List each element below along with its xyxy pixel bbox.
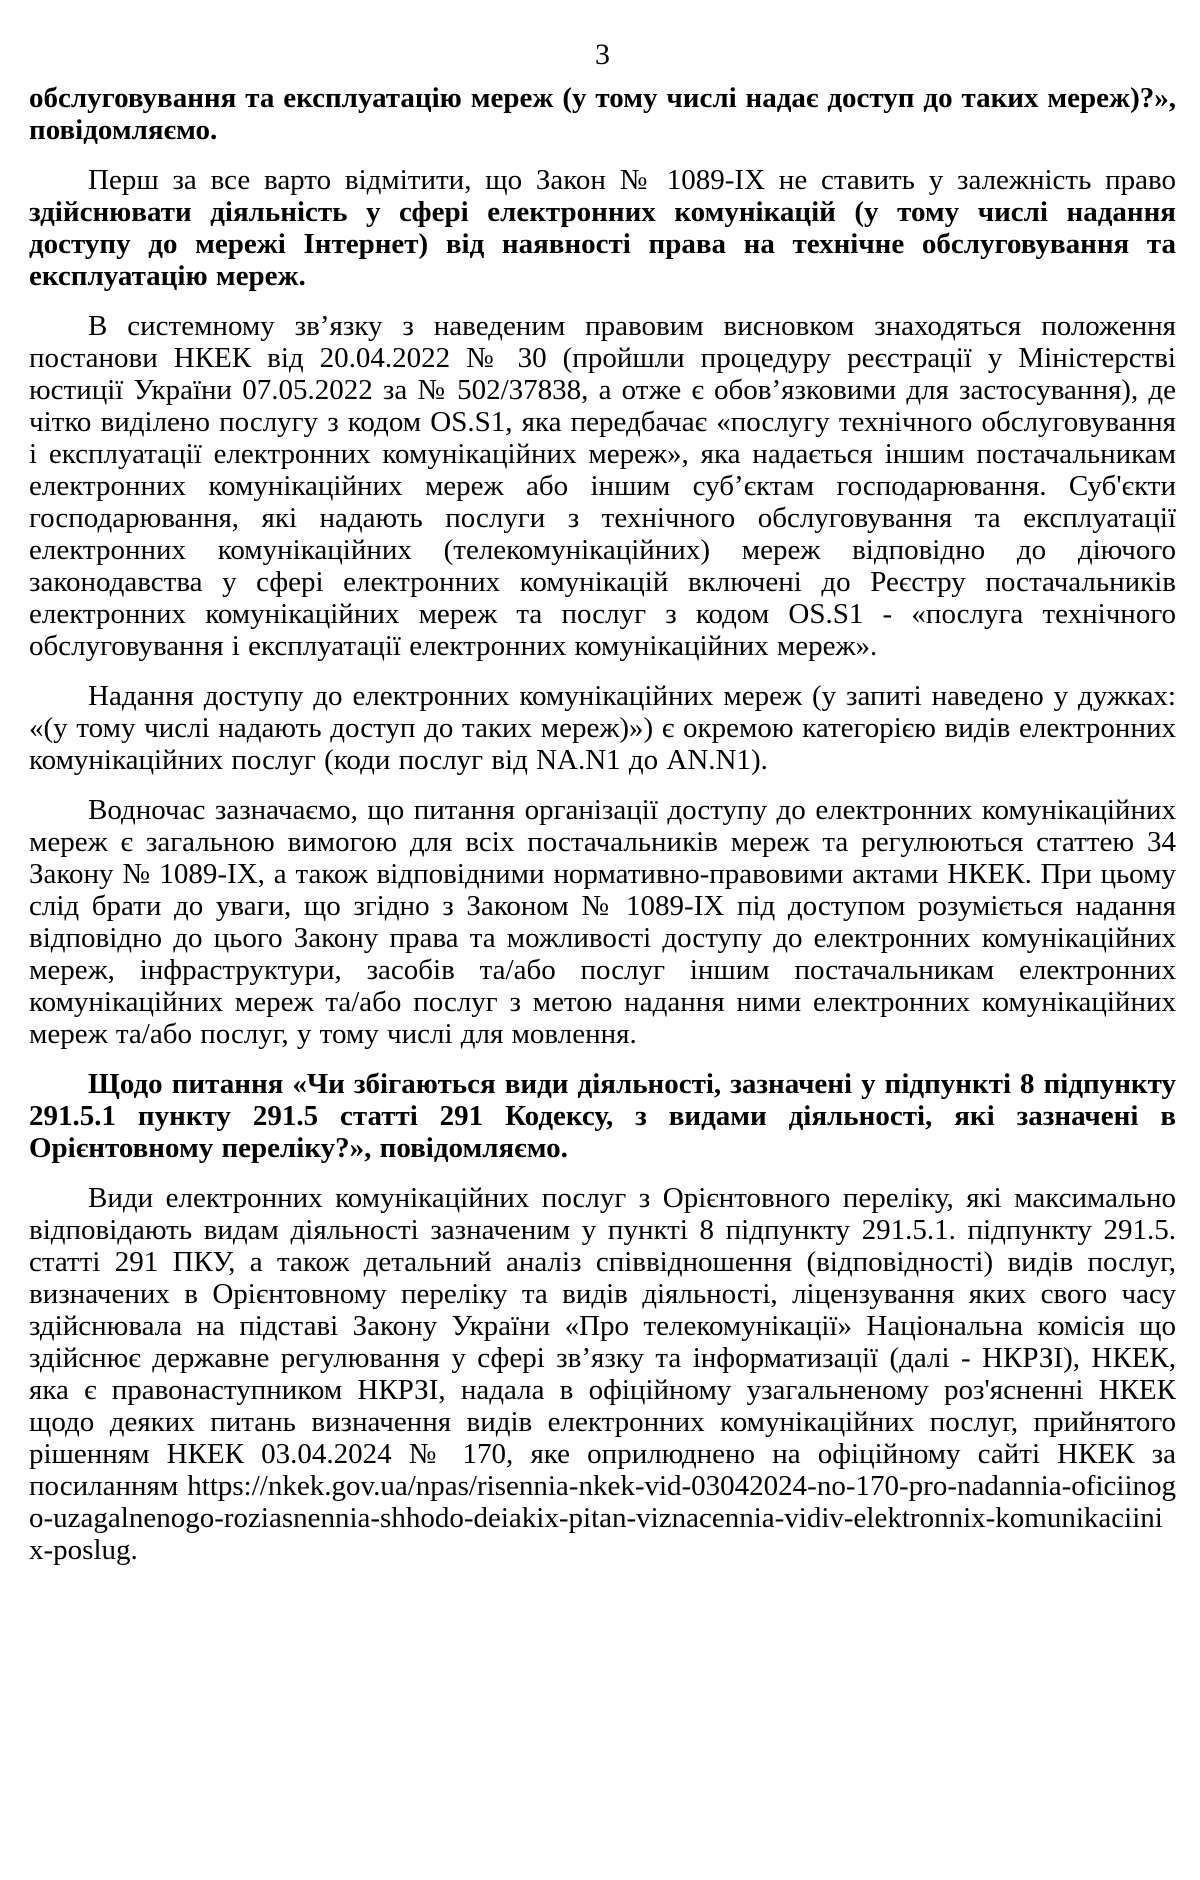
page-number: 3 xyxy=(595,38,610,71)
paragraph-service-types xyxy=(29,1182,1176,1566)
nkek-url-link[interactable]: https://nkek.gov.ua/npas/risennia-nkek-vid-03042024-no-170-pro-nadannia-oficiinogo-uzagalnenogo-roziasnennia-shhodo-deiakix-pitan-viznacennia-vidiv-elektronnix-komunikaciinix-poslug. xyxy=(29,1470,1176,1566)
paragraph-access-provision: Надання доступу до електронних комунікаційних мереж (у запиті наведено у дужках: «(у тому числі надають доступ до таких мереж)») є окремою категорією видів електронних комунікаційних послуг (коди послуг від NA.N1 до AN.N1). xyxy=(29,680,1176,776)
paragraph-law-dependency xyxy=(29,164,1176,292)
paragraph-law-dependency-text: Перш за все варто відмітити, що Закон № 1089-IX не ставить у залежність право xyxy=(88,164,1176,196)
paragraph-service-types-text: Види електронних комунікаційних послуг з Орієнтовного переліку, які максимально відповідають видам діяльності зазначеним у пункті 8 підпункту 291.5.1. підпункту 291.5. статті 291 ПКУ, а також детальний аналіз співвідношення (відповідності) видів послуг, визначених в Орієнтовному переліку та видів діяльності, ліцензування яких свого часу здійснювала на підставі Закону України «Про телекомунікації» Національна комісія що здійснює державне регулювання у сфері зв’язку та інформатизації (далі - НКРЗІ), НКЕК, яка є правонаступником НКРЗІ, надала в офіційному узагальненому роз'ясненні НКЕК щодо деяких питань визначення видів електронних комунікаційних послуг, прийнятого рішенням НКЕК 03.04.2024 № 170, яке оприлюднено на офіційному сайті НКЕК за посиланням xyxy=(29,1182,1176,1502)
paragraph-question-continuation: обслуговування та експлуатацію мереж (у тому числі надає доступ до таких мереж)?», повідомляємо. xyxy=(29,82,1176,146)
document-page xyxy=(29,36,1176,1584)
paragraph-access-organization: Водночас зазначаємо, що питання організації доступу до електронних комунікаційних мереж є загальною вимогою для всіх постачальників мереж та регулюються статтею 34 Закону № 1089-IX, а також відповідними нормативно-правовими актами НКЕК. При цьому слід брати до уваги, що згідно з Законом № 1089-IX під доступом розуміється надання відповідно до цього Закону права та можливості доступу до електронних комунікаційних мереж, інфраструктури, засобів та/або послуг іншим постачальникам електронних комунікаційних мереж та/або послуг з метою надання ними електронних комунікаційних мереж та/або послуг, у тому числі для мовлення. xyxy=(29,794,1176,1050)
paragraph-systemic-link: В системному зв’язку з наведеним правовим висновком знаходяться положення постанови НКЕК від 20.04.2022 № 30 (пройшли процедуру реєстрації у Міністерстві юстиції України 07.05.2022 за № 502/37838, а отже є обов’язковими для застосування), де чітко виділено послугу з кодом OS.S1, яка передбачає «послугу технічного обслуговування і експлуатації електронних комунікаційних мереж», яка надається іншим постачальникам електронних комунікаційних мереж або іншим суб’єктам господарювання. Суб'єкти господарювання, які надають послуги з технічного обслуговування та експлуатації електронних комунікаційних (телекомунікаційних) мереж відповідно до діючого законодавства у сфері електронних комунікацій включені до Реєстру постачальників електронних комунікаційних мереж та послуг з кодом OS.S1 - «послуга технічного обслуговування і експлуатації електронних комунікаційних мереж». xyxy=(29,310,1176,662)
paragraph-activity-question: Щодо питання «Чи збігаються види діяльності, зазначені у підпункті 8 підпункту 291.5.1 пункту 291.5 статті 291 Кодексу, з видами діяльності, які зазначені в Орієнтовному переліку?», повідомляємо. xyxy=(29,1068,1176,1164)
paragraph-law-dependency-bold: здійснювати діяльність у сфері електронних комунікацій (у тому числі надання доступу до мережі Інтернет) від наявності права на технічне обслуговування та експлуатацію мереж. xyxy=(29,196,1176,292)
